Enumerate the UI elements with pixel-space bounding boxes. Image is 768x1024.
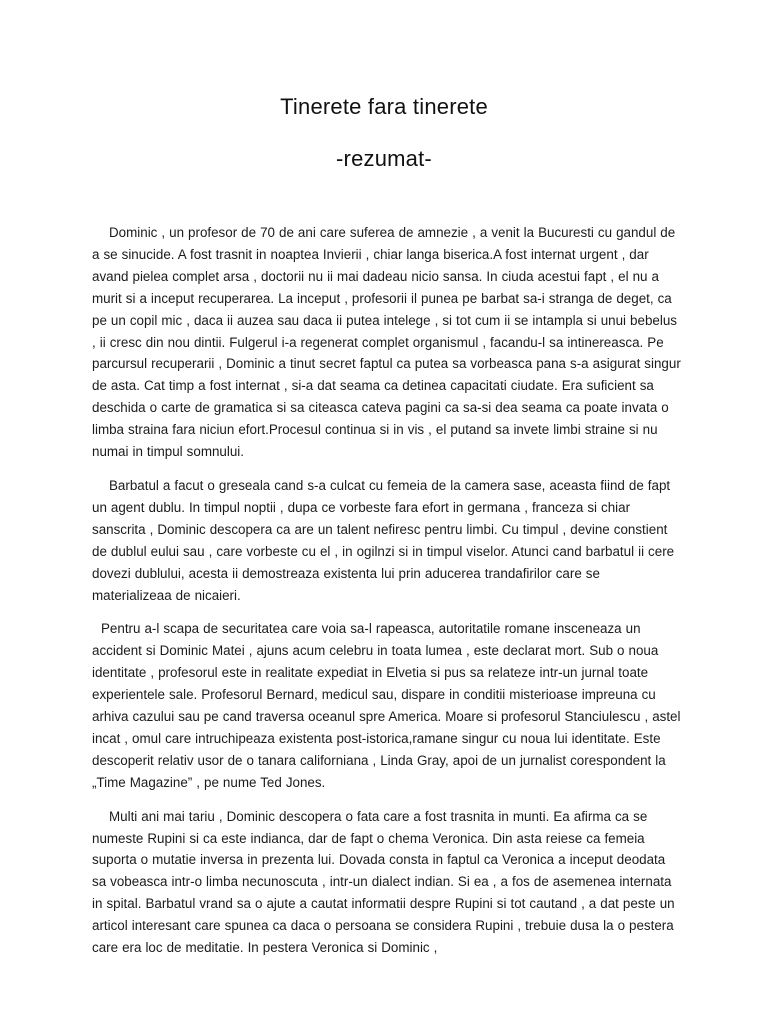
document-title: Tinerete fara tinerete — [280, 94, 488, 119]
document-subtitle: -rezumat- — [336, 146, 432, 171]
paragraph-2: Barbatul a facut o greseala cand s-a culcat cu femeia de la camera sase, aceasta fiind de fapt un agent dublu. In timpul noptii , dupa ce vorbeste fara efort in germana , franceza si chiar sanscrita , Dominic descopera ca are un talent nefiresc pentru limbi. Cu timpul , devine constient de dublul eului sau , care vorbeste cu el , in ogilnzi si in timpul viselor. Atunci cand barbatul ii cere dovezi dublului, acesta ii demostreaza existenta lui prin aducerea trandafirilor care se materializeaa de nicaieri. — [92, 477, 675, 603]
paragraph-4: Multi ani mai tariu , Dominic descopera o fata care a fost trasnita in munti. Ea afirma ca se numeste Rupini si ca este indianca, dar de fapt o chema Veronica. Din asta reiese ca femeia suporta o mutatie inversa in prezenta lui. Dovada consta in faptul ca Veronica a inceput deodata sa vobeasca intr-o limba necunoscuta , intr-un dialect indian. Si ea , a fos de asemenea internata in spital. Barbatul vrand sa o ajute a cautat informatii despre Rupini si tot cautand , a dat peste un articol interesant care spunea ca daca o persoana se considera Rupini , trebuie dusa la o pestera care era loc de meditatie. In pestera Veronica si Dominic , — [92, 808, 675, 956]
paragraph-1: Dominic , un profesor de 70 de ani care suferea de amnezie , a venit la Bucuresti cu gandul de a se sinucide. A fost trasnit in noaptea Invierii , chiar langa biserica.A fost internat urgent , dar avand pielea complet arsa , doctorii nu ii mai dadeau nicio sansa. In ciuda acestui fapt , el nu a murit si a inceput recuperarea. La inceput , profesorii il punea pe barbat sa-i stranga de deget, ca pe un copil mic , daca ii auzea sau daca ii putea intelege , si tot cum ii se intampla si unui bebelus , ii cresc din nou dintii. Fulgerul i-a regenerat complet organismul , facandu-l sa intinereasca. Pe parcursul recuperarii , Dominic a tinut secret faptul ca putea sa vorbeasca pana s-a asigurat singur de asta. Cat timp a fost internat , si-a dat seama ca detinea capacitati ciudate. Era suficient sa deschida o carte de gramatica si sa citeasca cateva pagini ca sa-si dea seama ca poate invata o limba straina fara niciun efort.Procesul continua si in vis , el putand sa invete limbi straine si nu numai in timpul somnului. — [92, 225, 681, 460]
paragraph-3: Pentru a-l scapa de securitatea care voia sa-l rapeasca, autoritatile romane insceneaza un accident si Dominic Matei , ajuns acum celebru in toata lumea , este declarat mort. Sub o noua identitate , profesorul este in realitate expediat in Elvetia si pus sa relateze intr-un jurnal toate experientele sale. Profesorul Bernard, medicul sau, dispare in conditii misterioase impreuna cu arhiva cazului sau pe cand traversa oceanul spre America. Moare si profesorul Stanciulescu , astel incat , omul care intruchipeaza existenta post-istorica,ramane singur cu noua lui identitate. Este descoperit relativ usor de o tanara californiana , Linda Gray, apoi de un jurnalist corespondent la „Time Magazine” , pe nume Ted Jones. — [92, 621, 681, 790]
document-body — [92, 222, 682, 971]
